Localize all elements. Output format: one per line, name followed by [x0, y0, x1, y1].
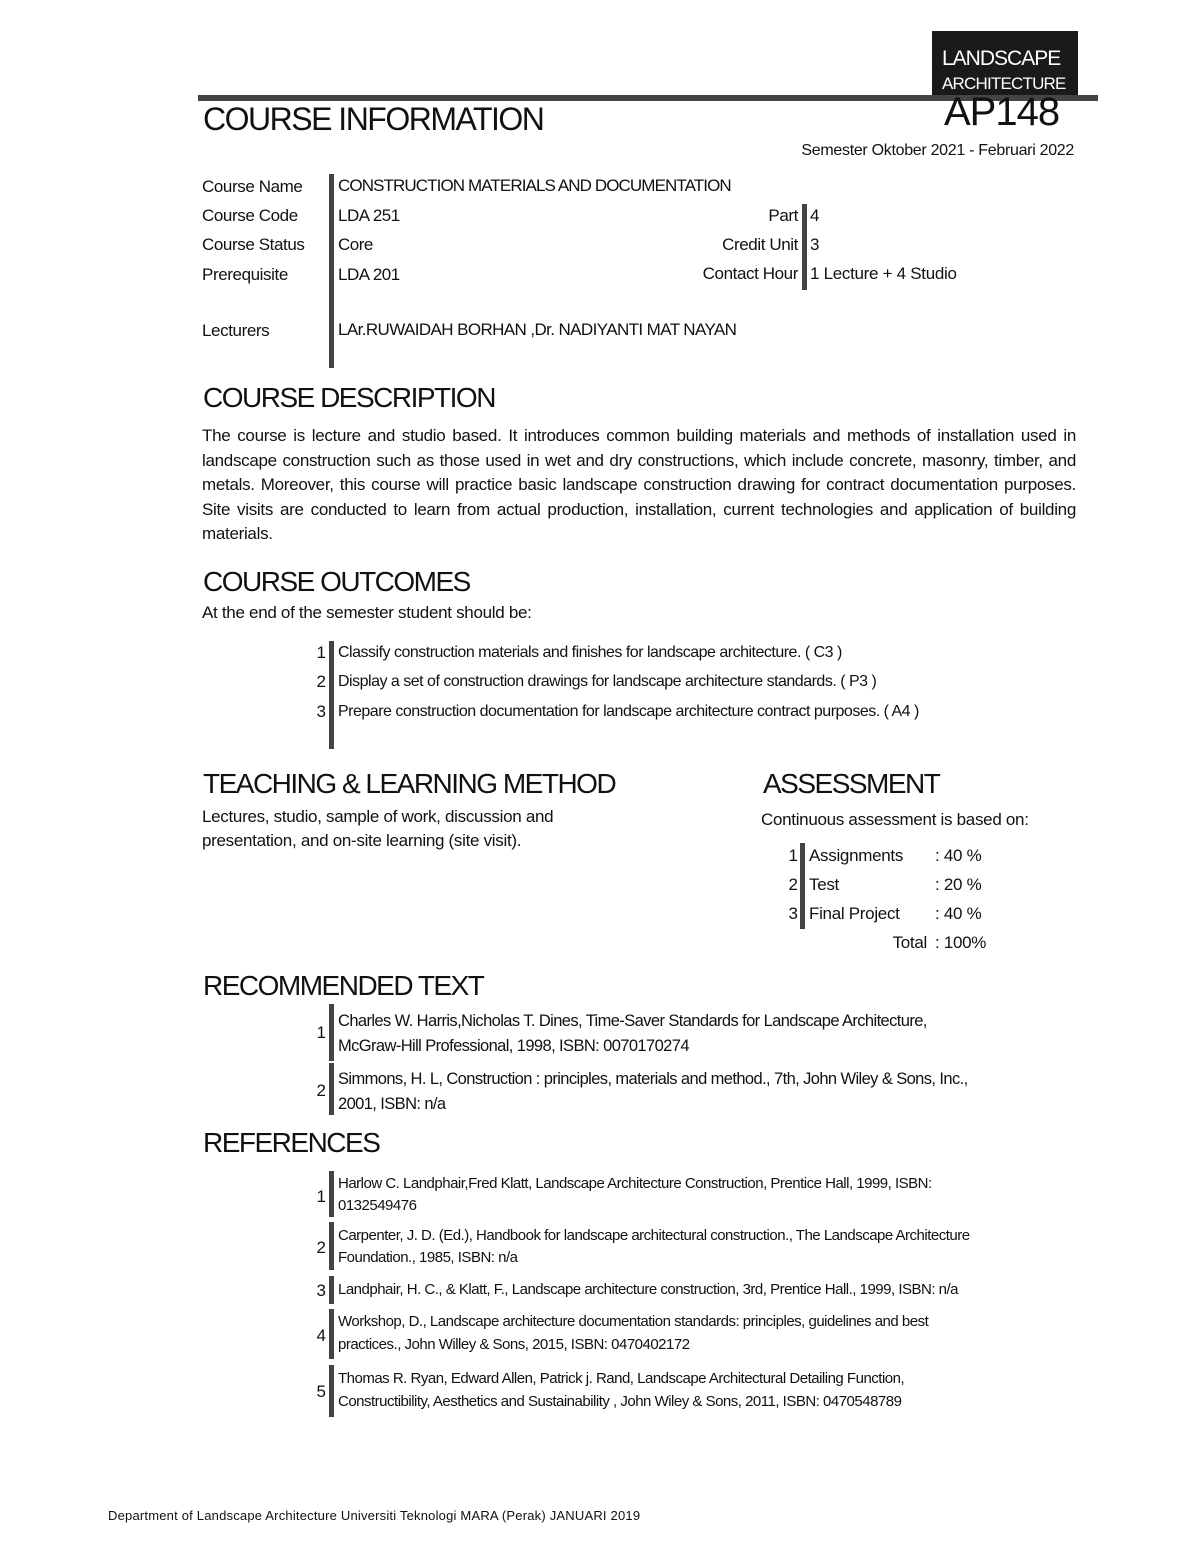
teaching-method-title: TEACHING & LEARNING METHOD [203, 768, 616, 799]
recommended-divider-bar [329, 1004, 334, 1061]
list-item: Classify construction materials and finishes for landscape architecture. ( C3 ) [338, 644, 842, 661]
reference-divider-bar [329, 1222, 334, 1270]
assessment-name: Final Project [809, 904, 900, 923]
references-title: REFERENCES [203, 1127, 380, 1158]
list-item: Prepare construction documentation for landscape architecture contract purposes. ( A4 ) [338, 703, 919, 720]
assessment-value: : 40 % [935, 846, 982, 865]
course-name-label: Course Name [202, 177, 303, 196]
course-description-text: The course is lecture and studio based. It introduces common building materials and methods of installation used in landscape construction such as those used in wet and dry constructions, which include concrete, masonry, timber, and metals. Moreover, this course will practice basic landscape construction drawing for contract documentation purposes. Site visits are conducted to learn from actual production, installation, current technologies and application of building materials. [202, 426, 1076, 543]
lecturers-label: Lecturers [202, 321, 270, 340]
info-right-divider-bar [802, 204, 807, 290]
page-footer: Department of Landscape Architecture Universiti Teknologi MARA (Perak) JANUARI 2019 [108, 1508, 641, 1523]
outcomes-divider-bar [329, 641, 334, 749]
assessment-total-label: Total [892, 933, 927, 952]
contact-hour-label: Contact Hour [702, 264, 798, 283]
outcome-number: 1 [316, 643, 326, 662]
outcome-number: 2 [316, 672, 326, 691]
reference-divider-bar [329, 1309, 334, 1359]
reference-number: 5 [316, 1382, 326, 1401]
lecturers-value: LAr.RUWAIDAH BORHAN ,Dr. NADIYANTI MAT NAYAN [338, 320, 737, 339]
part-label: Part [768, 206, 798, 225]
part-value: 4 [810, 206, 820, 225]
list-item: Workshop, D., Landscape architecture documentation standards: principles, guidelines and best [338, 1313, 929, 1330]
badge-line2: ARCHITECTURE [942, 74, 1066, 93]
assessment-value: : 40 % [935, 904, 982, 923]
reference-divider-bar [329, 1276, 334, 1304]
assessment-number: 1 [788, 846, 798, 865]
course-code-label: Course Code [202, 206, 298, 225]
list-item-continued: McGraw-Hill Professional, 1998, ISBN: 0070170274 [338, 1037, 689, 1055]
list-item: Landphair, H. C., & Klatt, F., Landscape architecture construction, 3rd, Prentice Hall., 1999, ISBN: n/a [338, 1281, 959, 1298]
course-name-value: CONSTRUCTION MATERIALS AND DOCUMENTATION [338, 176, 731, 195]
assessment-title: ASSESSMENT [763, 768, 940, 799]
list-item: Carpenter, J. D. (Ed.), Handbook for landscape architectural construction., The Landscape Architecture [338, 1227, 970, 1244]
credit-unit-value: 3 [810, 235, 820, 254]
prerequisite-value: LDA 201 [338, 265, 400, 284]
course-status-value: Core [338, 235, 373, 254]
list-item-continued: Foundation., 1985, ISBN: n/a [338, 1249, 518, 1266]
course-status-label: Course Status [202, 235, 305, 254]
assessment-value: : 20 % [935, 875, 982, 894]
list-item-continued: 2001, ISBN: n/a [338, 1095, 446, 1113]
reference-number: 3 [316, 1281, 326, 1300]
credit-unit-label: Credit Unit [722, 235, 798, 254]
course-outcomes-title: COURSE OUTCOMES [203, 566, 470, 597]
assessment-name: Assignments [809, 846, 904, 865]
reference-number: 4 [316, 1326, 326, 1345]
recommended-text-title: RECOMMENDED TEXT [203, 970, 484, 1001]
reference-number: 1 [316, 1187, 326, 1206]
list-item-continued: Constructibility, Aesthetics and Sustainability , John Wiley & Sons, 2011, ISBN: 0470548789 [338, 1393, 902, 1410]
semester-text: Semester Oktober 2021 - Februari 2022 [801, 142, 1074, 159]
page-title: COURSE INFORMATION [203, 101, 544, 137]
contact-hour-value: 1 Lecture + 4 Studio [810, 264, 957, 283]
outcome-number: 3 [316, 702, 326, 721]
list-item: Harlow C. Landphair,Fred Klatt, Landscape Architecture Construction, Prentice Hall, 1999, ISBN: [338, 1175, 932, 1192]
reference-divider-bar [329, 1365, 334, 1417]
assessment-number: 2 [788, 875, 798, 894]
course-outcomes-intro: At the end of the semester student should be: [202, 603, 532, 622]
teaching-method-text: Lectures, studio, sample of work, discussion and presentation, and on-site learning (site visit). [202, 807, 554, 850]
list-item: Simmons, H. L, Construction : principles, materials and method., 7th, John Wiley & Sons, Inc., [338, 1070, 968, 1088]
badge-line1: LANDSCAPE [942, 47, 1061, 70]
list-item-continued: practices., John Willey & Sons, 2015, ISBN: 0470402172 [338, 1336, 690, 1353]
list-item: Charles W. Harris,Nicholas T. Dines, Time-Saver Standards for Landscape Architecture, [338, 1012, 927, 1030]
assessment-total-value: : 100% [935, 933, 987, 952]
info-divider-bar [329, 174, 334, 368]
prerequisite-label: Prerequisite [202, 265, 288, 284]
course-code-value: LDA 251 [338, 206, 400, 225]
program-badge [932, 31, 1078, 97]
list-item: Display a set of construction drawings for landscape architecture standards. ( P3 ) [338, 673, 877, 690]
assessment-divider-bar [800, 843, 805, 929]
list-item: Thomas R. Ryan, Edward Allen, Patrick j. Rand, Landscape Architectural Detailing Function, [338, 1370, 905, 1387]
reference-divider-bar [329, 1171, 334, 1217]
course-description-title: COURSE DESCRIPTION [203, 382, 495, 413]
assessment-number: 3 [788, 904, 798, 923]
recommended-divider-bar [329, 1063, 334, 1115]
reference-number: 2 [316, 1238, 326, 1257]
program-code: AP148 [944, 90, 1060, 134]
assessment-name: Test [809, 875, 839, 894]
assessment-intro: Continuous assessment is based on: [761, 810, 1029, 829]
list-item-continued: 0132549476 [338, 1197, 417, 1214]
recommended-number: 2 [316, 1081, 326, 1100]
recommended-number: 1 [316, 1023, 326, 1042]
